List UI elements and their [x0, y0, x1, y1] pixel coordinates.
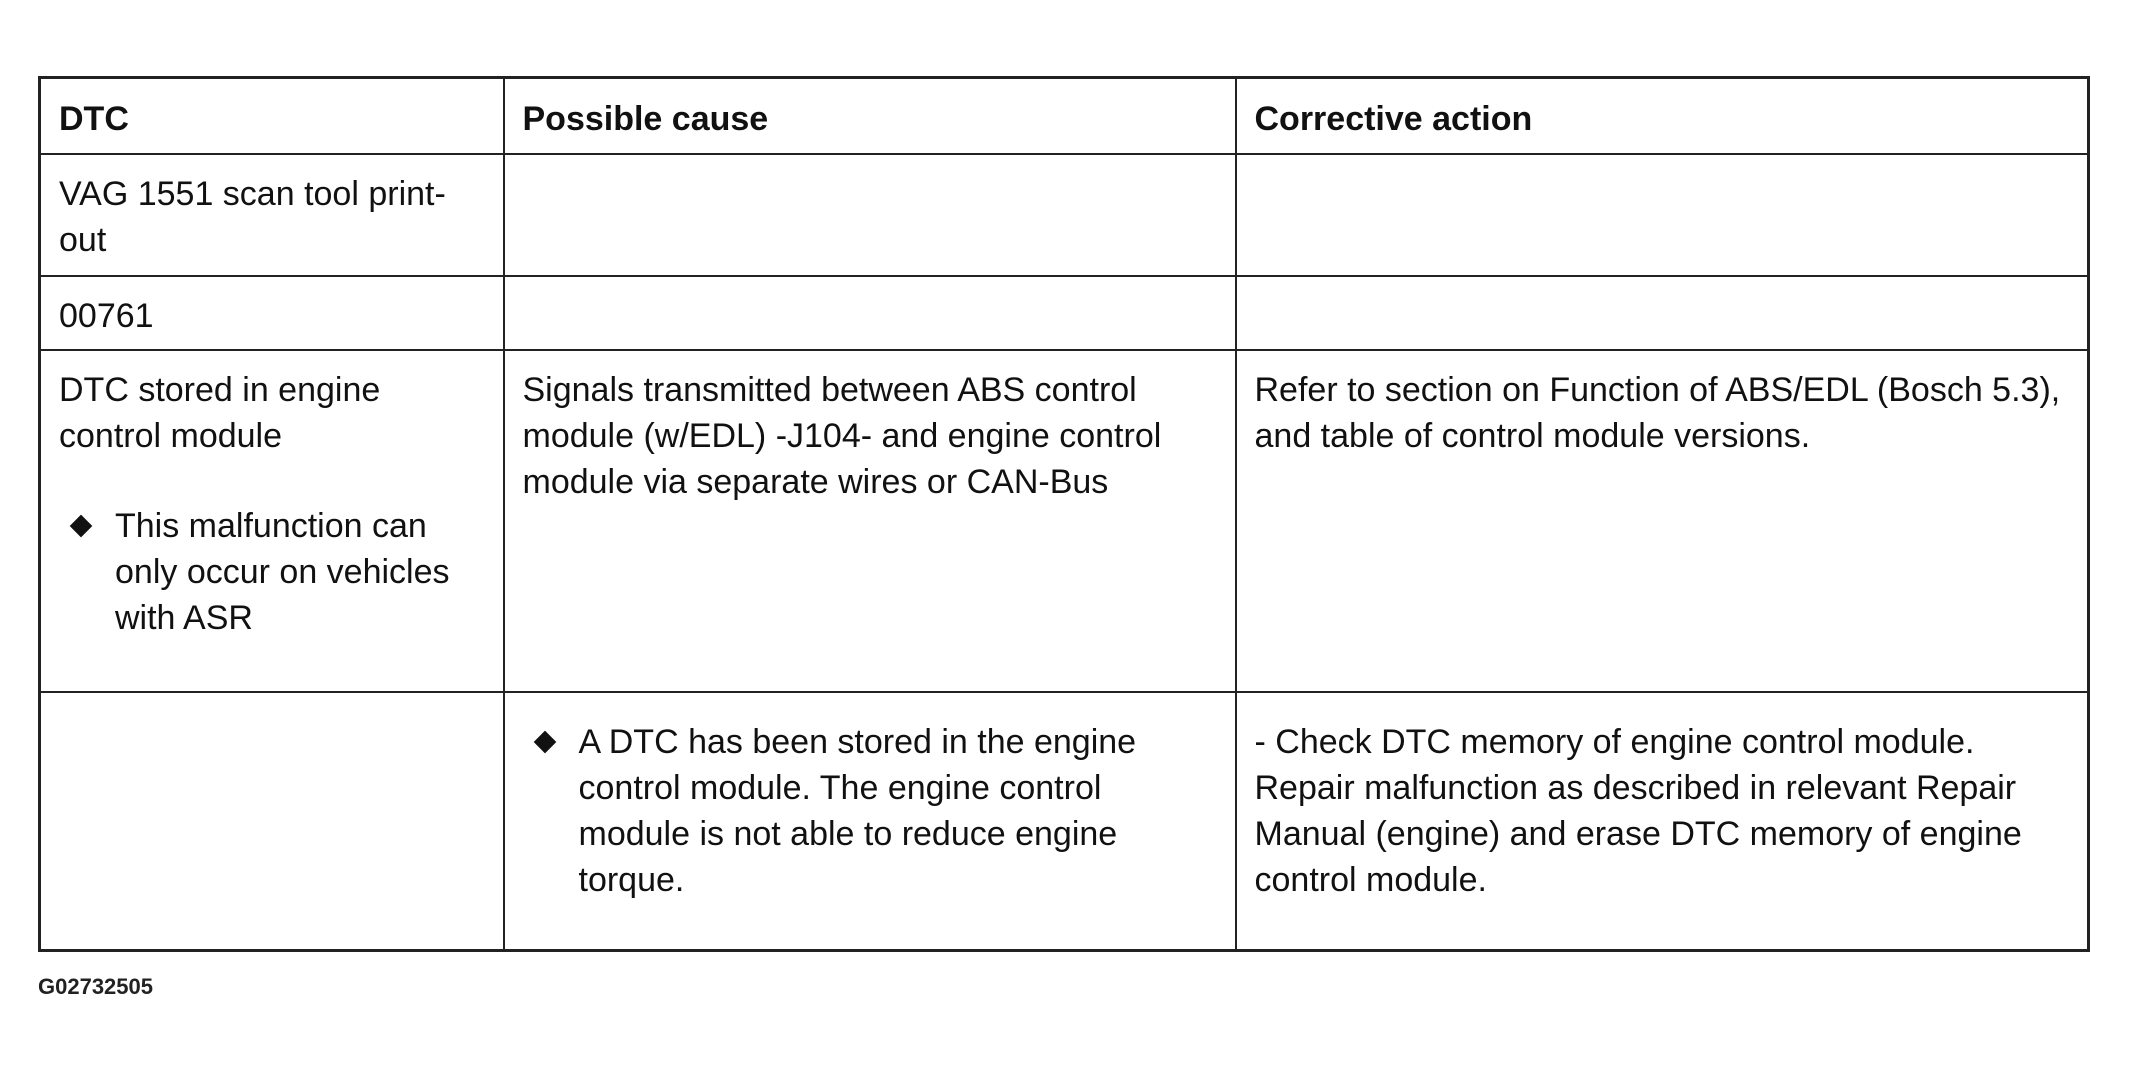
corrective-action: Refer to section on Function of ABS/EDL (Bosch 5.3), and table of control module versions.: [1236, 350, 2089, 691]
figure-id: G02732505: [38, 974, 153, 999]
dtc-code: 00761: [40, 276, 504, 350]
diamond-bullet-icon: [533, 730, 556, 753]
dtc-table: [38, 76, 2090, 952]
header-possible-cause: Possible cause: [504, 78, 1236, 154]
possible-cause-detail-cell: [504, 692, 1236, 951]
empty-cell: [1236, 276, 2089, 350]
diamond-bullet-icon: [70, 515, 93, 538]
bullet-text: A DTC has been stored in the engine control module. The engine control module is not able to reduce engine torque.: [578, 722, 1137, 899]
empty-cell: [1236, 154, 2089, 276]
header-corrective-action: Corrective action: [1236, 78, 2089, 154]
corrective-action-detail: - Check DTC memory of engine control module. Repair malfunction as described in relevant Repair Manual (engine) and erase DTC memory of engine control module.: [1236, 692, 2089, 951]
table-row: [40, 276, 2089, 350]
dtc-description: DTC stored in engine control module: [59, 371, 381, 456]
header-row: [40, 78, 2089, 154]
bullet-item: [59, 503, 485, 641]
print-out-label: VAG 1551 scan tool print-out: [40, 154, 504, 276]
table-row: [40, 350, 2089, 691]
table-row: [40, 154, 2089, 276]
empty-cell: [504, 276, 1236, 350]
empty-cell: [40, 692, 504, 951]
possible-cause: Signals transmitted between ABS control module (w/EDL) -J104- and engine control module via separate wires or CAN-Bus: [504, 350, 1236, 691]
table-row: [40, 692, 2089, 951]
bullet-text: This malfunction can only occur on vehicles with ASR: [115, 507, 450, 638]
header-dtc: DTC: [40, 78, 504, 154]
bullet-item: [523, 719, 1217, 903]
empty-cell: [504, 154, 1236, 276]
dtc-description-cell: [40, 350, 504, 691]
